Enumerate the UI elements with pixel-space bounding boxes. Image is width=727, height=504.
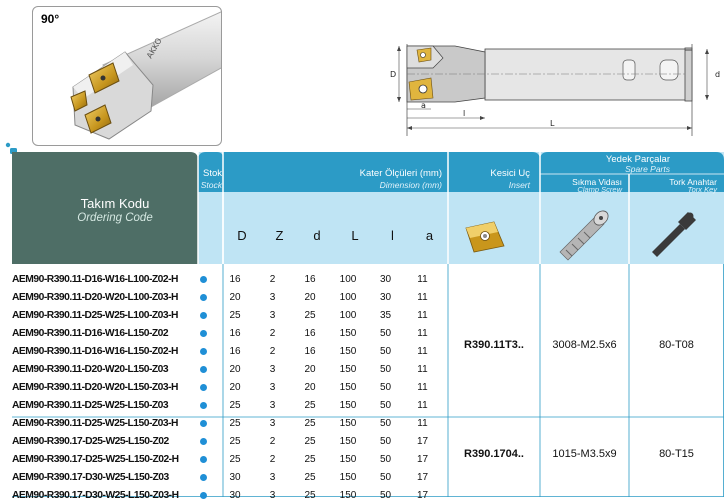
stock-cell [191,450,216,468]
ordering-code-cell: AEM90-R390.11-D25-W25-L150-Z03-H [12,417,178,429]
dimension-cell-L: 100 [339,273,357,285]
table-row [12,414,441,432]
dimension-cell-L: 150 [339,417,357,429]
dimension-header-en: Dimension (mm) [379,180,442,190]
dimension-cell-a: 17 [416,435,429,447]
angle-label: 90° [41,12,60,26]
dim-D-label: D [390,70,397,79]
stock-cell [191,288,216,306]
ordering-code-cell: AEM90-R390.11-D20-W20-L150-Z03-H [12,381,178,393]
dimension-cell-a: 11 [417,363,428,375]
dimension-drawing [385,38,725,143]
stock-indicator-icon [200,420,207,427]
column-header-d: d [313,228,321,243]
torx-key-group-2: 80-T15 [659,448,694,460]
spare-parts-header: Yedek Parçalar [605,154,670,165]
dimension-cell-Z: 3 [269,363,276,375]
dimension-cell-l: 50 [379,327,392,339]
dimension-cell-Z: 3 [269,489,276,501]
insert-code-group-1: R390.11T3.. [464,339,524,351]
stock-indicator-icon [200,366,207,373]
column-header-l: l [391,228,394,243]
dimension-cell-a: 11 [417,291,428,303]
table-row [12,288,441,306]
stock-indicator-icon [200,384,207,391]
stock-indicator-icon [200,474,207,481]
dimension-column-headers [223,228,448,244]
dimension-cell-L: 150 [339,363,357,375]
table-row [12,468,441,486]
column-header-D: D [237,228,247,243]
stock-cell [191,432,216,450]
dimension-cell-a: 11 [417,399,428,411]
table-row [12,432,441,450]
dimension-cell-d: 20 [304,381,316,393]
insert-header: Kesici Uç [490,168,530,179]
torx-key-group-1: 80-T08 [659,339,694,351]
stock-cell [191,486,216,504]
dimension-cell-L: 150 [339,399,357,411]
dimension-cell-d: 25 [304,309,316,321]
dimension-cell-L: 150 [339,489,357,501]
dimension-cell-a: 11 [417,309,428,321]
dimension-cell-L: 100 [339,291,357,303]
ordering-code-cell: AEM90-R390.11-D25-W25-L100-Z03-H [12,309,178,321]
spec-table [12,152,724,501]
ordering-code-cell: AEM90-R390.17-D25-W25-L150-Z02 [12,435,169,447]
dimension-cell-D: 25 [229,399,241,411]
table-row [12,486,441,504]
ordering-code-cell: AEM90-R390.17-D30-W25-L150-Z03-H [12,489,179,501]
stock-cell [191,324,216,342]
ordering-code-cell: AEM90-R390.17-D25-W25-L150-Z02-H [12,453,179,465]
dim-l-label: l [463,109,466,118]
ordering-code-cell: AEM90-R390.11-D20-W20-L150-Z03 [12,363,169,375]
dimension-cell-l: 50 [379,381,392,393]
insert-header-en: Insert [508,180,530,190]
dimension-cell-D: 16 [229,345,241,357]
dimension-cell-D: 16 [229,327,241,339]
dim-d-label: d [715,70,721,79]
dimension-cell-Z: 2 [269,435,276,447]
dimension-cell-L: 150 [339,327,357,339]
dimension-cell-a: 11 [417,327,428,339]
dimension-cell-D: 20 [229,291,241,303]
dimension-cell-d: 16 [304,327,316,339]
dimension-header: Kater Ölçüleri (mm) [359,168,442,179]
dimension-cell-D: 16 [229,273,241,285]
dimension-cell-D: 25 [229,453,241,465]
clamp-screw-group-1: 3008-M2.5x6 [552,339,617,351]
ordering-code-cell: AEM90-R390.11-D16-W16-L150-Z02-H [12,345,178,357]
dimension-cell-D: 30 [229,471,241,483]
spare-parts-header-en: Spare Parts [625,164,670,174]
dimension-cell-D: 25 [229,435,241,447]
column-header-Z: Z [275,228,284,243]
dimension-cell-D: 20 [229,363,241,375]
end-mill-drawing [385,38,725,138]
stock-indicator-icon [200,330,207,337]
ordering-code-cell: AEM90-R390.11-D25-W25-L150-Z03 [12,399,169,411]
dimension-cell-Z: 3 [269,417,276,429]
ordering-code-cell: AEM90-R390.17-D30-W25-L150-Z03 [12,471,169,483]
dimension-cell-L: 150 [339,471,357,483]
table-row [12,342,441,360]
dimension-cell-L: 100 [339,309,357,321]
dimension-cell-d: 25 [304,417,316,429]
dimension-cell-D: 20 [229,381,241,393]
stock-cell [191,378,216,396]
clamp-screw-group-2: 1015-M3.5x9 [552,448,617,460]
dimension-cell-d: 25 [304,399,316,411]
dimension-cell-l: 50 [379,471,392,483]
dimension-cell-d: 25 [304,471,316,483]
dimension-cell-d: 25 [304,435,316,447]
stock-cell [191,414,216,432]
ordering-code-header: Takım Kodu [80,196,150,211]
stock-header: Stok [202,168,222,179]
dimension-cell-l: 30 [379,291,392,303]
stock-cell [191,468,216,486]
dimension-cell-L: 150 [339,453,357,465]
table-row [12,450,441,468]
dimension-cell-d: 16 [304,345,316,357]
spec-table-body [12,270,441,504]
dimension-cell-Z: 2 [269,273,276,285]
end-mill-photo [33,7,221,145]
dimension-cell-Z: 2 [269,345,276,357]
dimension-cell-d: 20 [304,363,316,375]
stock-cell [191,360,216,378]
ordering-code-cell: AEM90-R390.11-D20-W20-L100-Z03-H [12,291,178,303]
dim-a-label: a [421,101,426,110]
dimension-cell-a: 11 [417,273,428,285]
dimension-cell-d: 25 [304,489,316,501]
dimension-cell-d: 16 [304,273,316,285]
table-row [12,324,441,342]
dimension-cell-d: 20 [304,291,316,303]
dimension-cell-Z: 3 [269,471,276,483]
dimension-cell-d: 25 [304,453,316,465]
column-header-a: a [425,228,434,243]
stock-indicator-icon [200,312,207,319]
stock-indicator-icon [200,492,207,499]
dimension-cell-D: 25 [229,417,241,429]
table-row [12,396,441,414]
dimension-cell-a: 17 [416,453,429,465]
clamp-screw-header-en: Clamp Screw [577,185,622,194]
ordering-code-header-en: Ordering Code [77,212,153,224]
stock-cell [191,270,216,288]
dimension-cell-l: 50 [379,435,392,447]
ordering-code-cell: AEM90-R390.11-D16-W16-L150-Z02 [12,327,169,339]
dimension-cell-L: 150 [339,345,357,357]
stock-indicator-icon [200,438,207,445]
dimension-cell-a: 17 [416,489,429,501]
table-row [12,306,441,324]
column-header-L: L [351,228,359,243]
dimension-cell-Z: 3 [269,291,276,303]
dimension-cell-a: 11 [417,381,428,393]
dimension-cell-L: 150 [339,381,357,393]
dimension-cell-D: 25 [229,309,241,321]
stock-cell [191,342,216,360]
dimension-cell-l: 50 [379,489,392,501]
product-photo [32,6,222,146]
stock-indicator-icon [200,402,207,409]
dimension-cell-l: 35 [379,309,392,321]
dimension-cell-Z: 3 [269,381,276,393]
table-row [12,378,441,396]
dimension-cell-Z: 3 [269,309,276,321]
dimension-cell-l: 50 [379,453,392,465]
stock-cell [191,396,216,414]
dimension-cell-Z: 3 [269,399,276,411]
dimension-cell-a: 11 [417,345,428,357]
stock-indicator-icon [200,294,207,301]
dimension-cell-l: 30 [379,273,392,285]
table-row [12,270,441,288]
dim-L-label: L [550,119,555,128]
stock-cell [191,306,216,324]
dimension-cell-l: 50 [379,345,392,357]
dimension-cell-a: 11 [417,417,428,429]
svg-text:AKKO: AKKO [144,36,164,60]
stock-header-en: Stock [200,180,222,190]
clamp-screw-header: Sıkma Vidası [572,177,622,187]
stock-indicator-icon [200,456,207,463]
torx-key-header-en: Torx Key [687,185,717,194]
stock-indicator-icon [200,276,207,283]
dimension-cell-Z: 2 [269,453,276,465]
ordering-code-cell: AEM90-R390.11-D16-W16-L100-Z02-H [12,273,178,285]
dimension-cell-L: 150 [339,435,357,447]
torx-key-header: Tork Anahtar [669,177,717,187]
dimension-cell-D: 30 [229,489,241,501]
insert-code-group-2: R390.1704.. [464,448,524,460]
table-row [12,360,441,378]
dimension-cell-Z: 2 [269,327,276,339]
dimension-cell-l: 50 [379,417,392,429]
stock-indicator-icon [200,348,207,355]
dimension-cell-a: 17 [416,471,429,483]
dimension-cell-l: 50 [379,363,392,375]
dimension-cell-l: 50 [379,399,392,411]
